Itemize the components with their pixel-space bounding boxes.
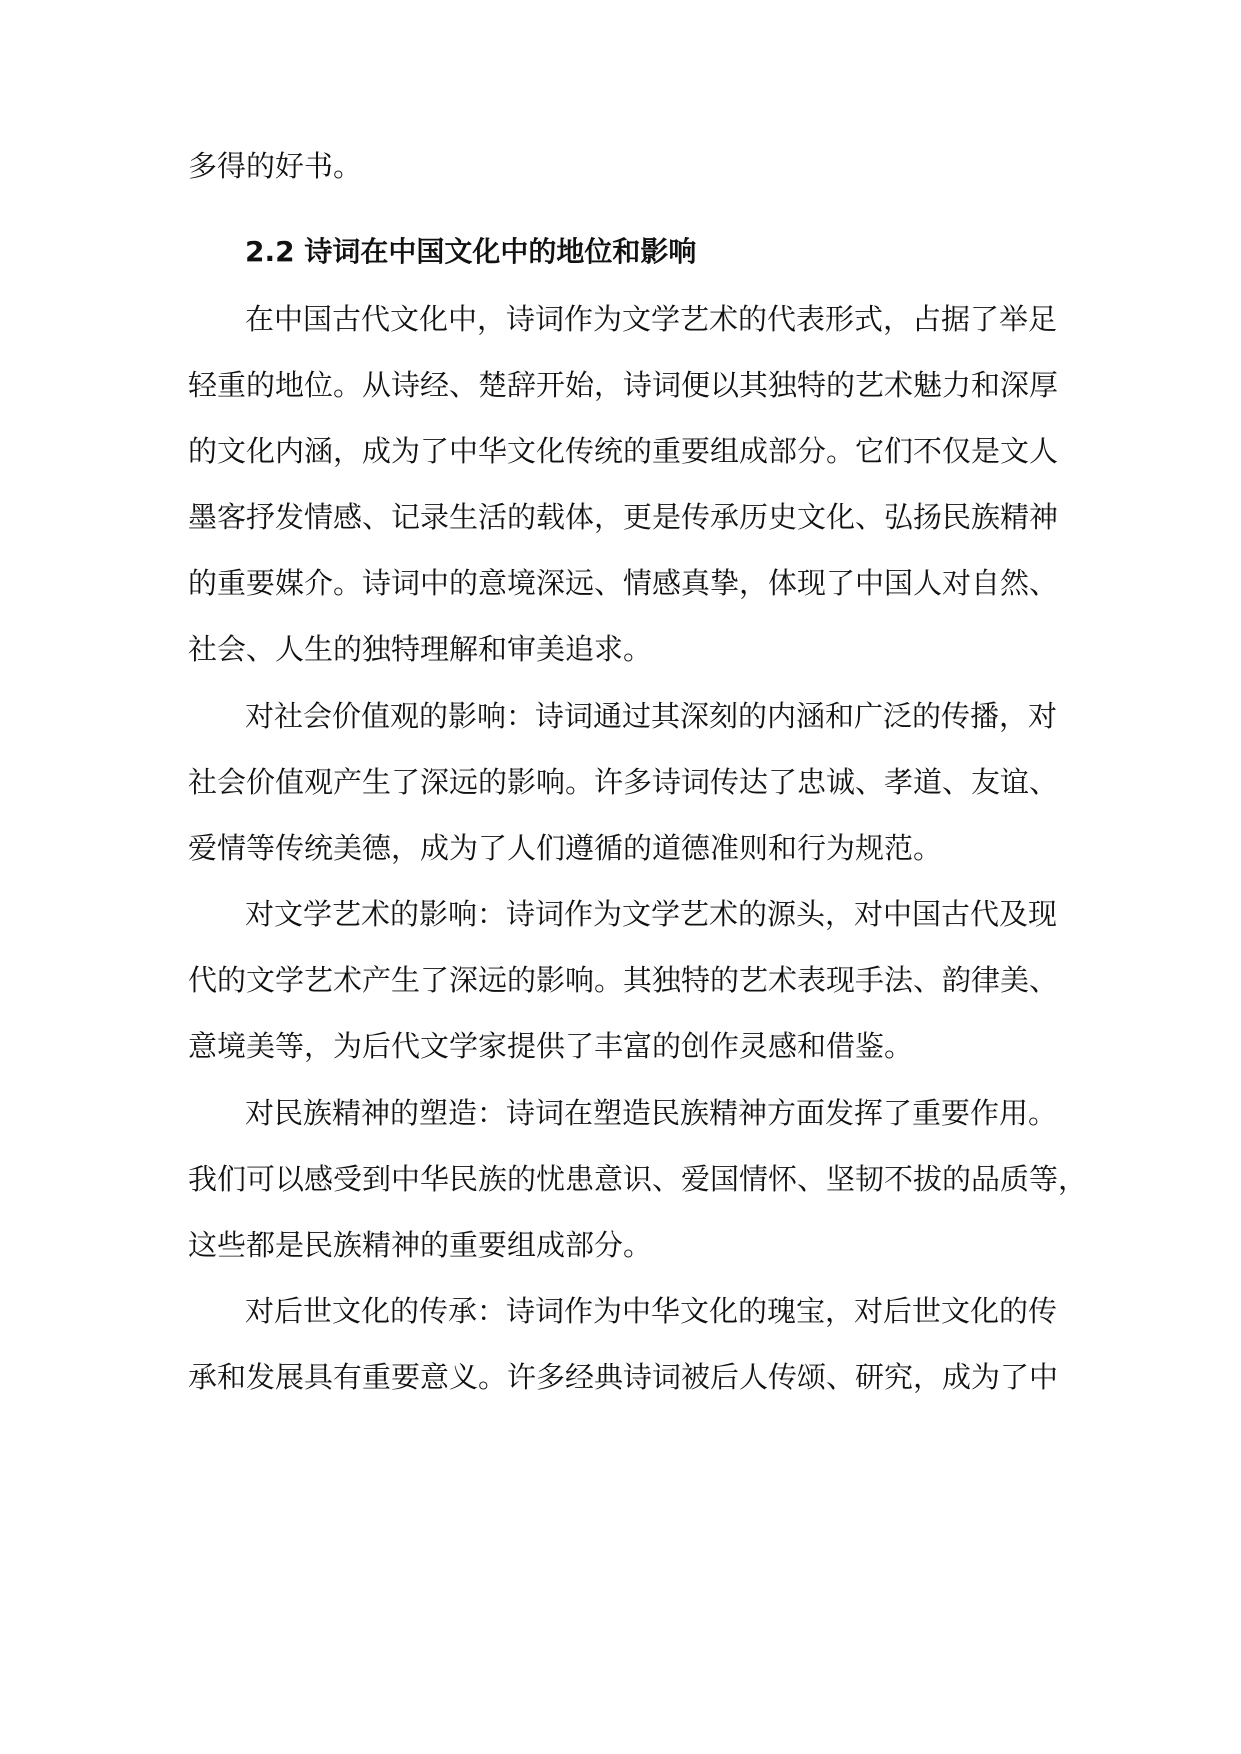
text-line: 我们可以感受到中华民族的忧患意识、爱国情怀、坚韧不拔的品质等， — [188, 1162, 1088, 1196]
text-line: 在中国古代文化中，诗词作为文学艺术的代表形式，占据了举足 — [245, 302, 1058, 336]
text-line: 的文化内涵，成为了中华文化传统的重要组成部分。它们不仅是文人 — [188, 434, 1059, 468]
text-line: 对后世文化的传承：诗词作为中华文化的瑰宝，对后世文化的传 — [245, 1294, 1058, 1328]
text-line: 轻重的地位。从诗经、楚辞开始，诗词便以其独特的艺术魅力和深厚 — [188, 368, 1059, 402]
text-line: 多得的好书。 — [188, 149, 363, 183]
text-line: 爱情等传统美德，成为了人们遵循的道德准则和行为规范。 — [188, 831, 943, 865]
text-line: 墨客抒发情感、记录生活的载体，更是传承历史文化、弘扬民族精神 — [188, 500, 1059, 534]
text-line: 承和发展具有重要意义。许多经典诗词被后人传颂、研究，成为了中 — [188, 1360, 1059, 1394]
text-line: 对社会价值观的影响：诗词通过其深刻的内涵和广泛的传播，对 — [245, 699, 1058, 733]
section-heading: 2.2 诗词在中国文化中的地位和影响 — [245, 235, 697, 268]
text-line: 的重要媒介。诗词中的意境深远、情感真挚，体现了中国人对自然、 — [188, 566, 1059, 600]
text-line: 社会、人生的独特理解和审美追求。 — [188, 632, 653, 666]
text-line: 对文学艺术的影响：诗词作为文学艺术的源头，对中国古代及现 — [245, 897, 1058, 931]
text-line: 代的文学艺术产生了深远的影响。其独特的艺术表现手法、韵律美、 — [188, 963, 1059, 997]
text-line: 对民族精神的塑造：诗词在塑造民族精神方面发挥了重要作用。 — [245, 1096, 1058, 1130]
text-line: 这些都是民族精神的重要组成部分。 — [188, 1228, 653, 1262]
text-line: 意境美等，为后代文学家提供了丰富的创作灵感和借鉴。 — [188, 1029, 914, 1063]
text-line: 社会价值观产生了深远的影响。许多诗词传达了忠诚、孝道、友谊、 — [188, 765, 1059, 799]
